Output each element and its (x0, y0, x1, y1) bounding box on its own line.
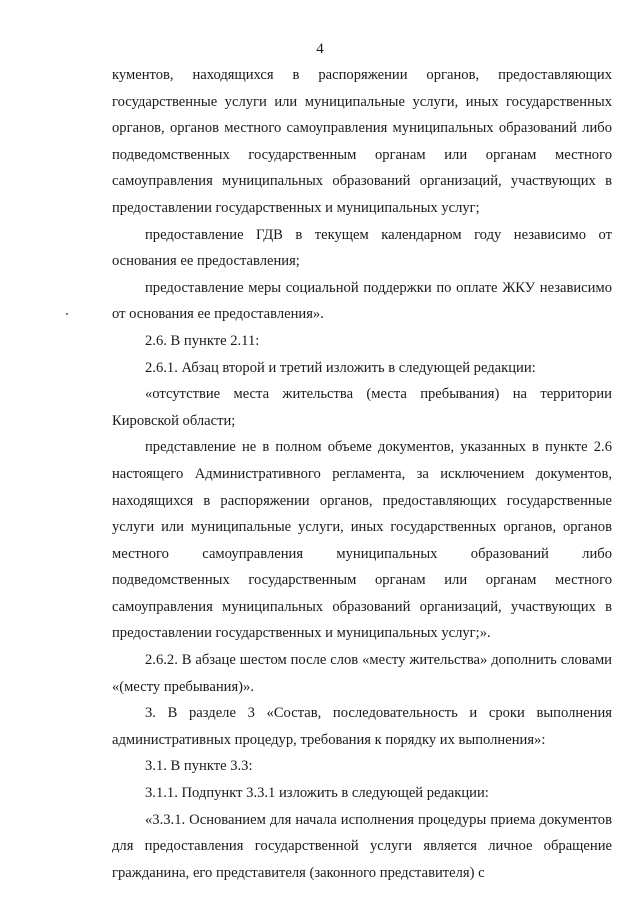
paragraph-2-6-1: 2.6.1. Абзац второй и третий изложить в следующей редакции: (145, 359, 536, 376)
paragraph-continuation: кументов, находящихся в распоряжении органов, предоставляющих государственные услуги или муниципальные услуги, иных государственных органов, органов местного самоуправления муниципальных образований либо подведомственных государственным органам или органам местного самоуправления муниципальных образований организаций, участвующих в предоставлении государственных и муниципальных услуг; (112, 67, 612, 216)
paragraph-2-6: 2.6. В пункте 2.11: (145, 332, 260, 349)
paragraph-3-1: 3.1. В пункте 3.3: (145, 758, 253, 775)
paragraph-3-1-1: 3.1.1. Подпункт 3.3.1 изложить в следующей редакции: (145, 785, 489, 802)
paragraph-zhku: предоставление меры социальной поддержки по оплате ЖКУ независимо от основания ее предоставления». (112, 279, 612, 323)
paragraph-absence-residence: «отсутствие места жительства (места пребывания) на территории Кировской области; (112, 386, 612, 429)
paragraph-3-3-1: «3.3.1. Основанием для начала исполнения процедуры приема документов для предоставления государственной услуги является личное обращение гражданина, его представителя (законного представителя) с (112, 811, 612, 881)
body-text (112, 62, 612, 886)
paragraph-gdv: предоставление ГДВ в текущем календарном году независимо от основания ее предоставления; (112, 226, 612, 270)
paragraph-section-3: 3. В разделе 3 «Состав, последовательность и сроки выполнения административных процедур, требования к порядку их выполнения»: (112, 705, 612, 748)
scan-speck (66, 313, 68, 315)
page-number: 4 (316, 41, 324, 57)
paragraph-incomplete-documents: представление не в полном объеме документов, указанных в пункте 2.6 настоящего Административного регламента, за исключением документов, находящихся в распоряжении органов, предоставляющих государственные услуги или муниципальные услуги, иных государственных органов, органов местного самоуправления муниципальных образований либо подведомственных государственным органам или органам местного самоуправления муниципальных образований организаций, участвующих в предоставлении государственных и муниципальных услуг;». (112, 439, 612, 642)
paragraph-2-6-2: 2.6.2. В абзаце шестом после слов «месту жительства» дополнить словами «(месту пребывания)». (112, 652, 612, 695)
